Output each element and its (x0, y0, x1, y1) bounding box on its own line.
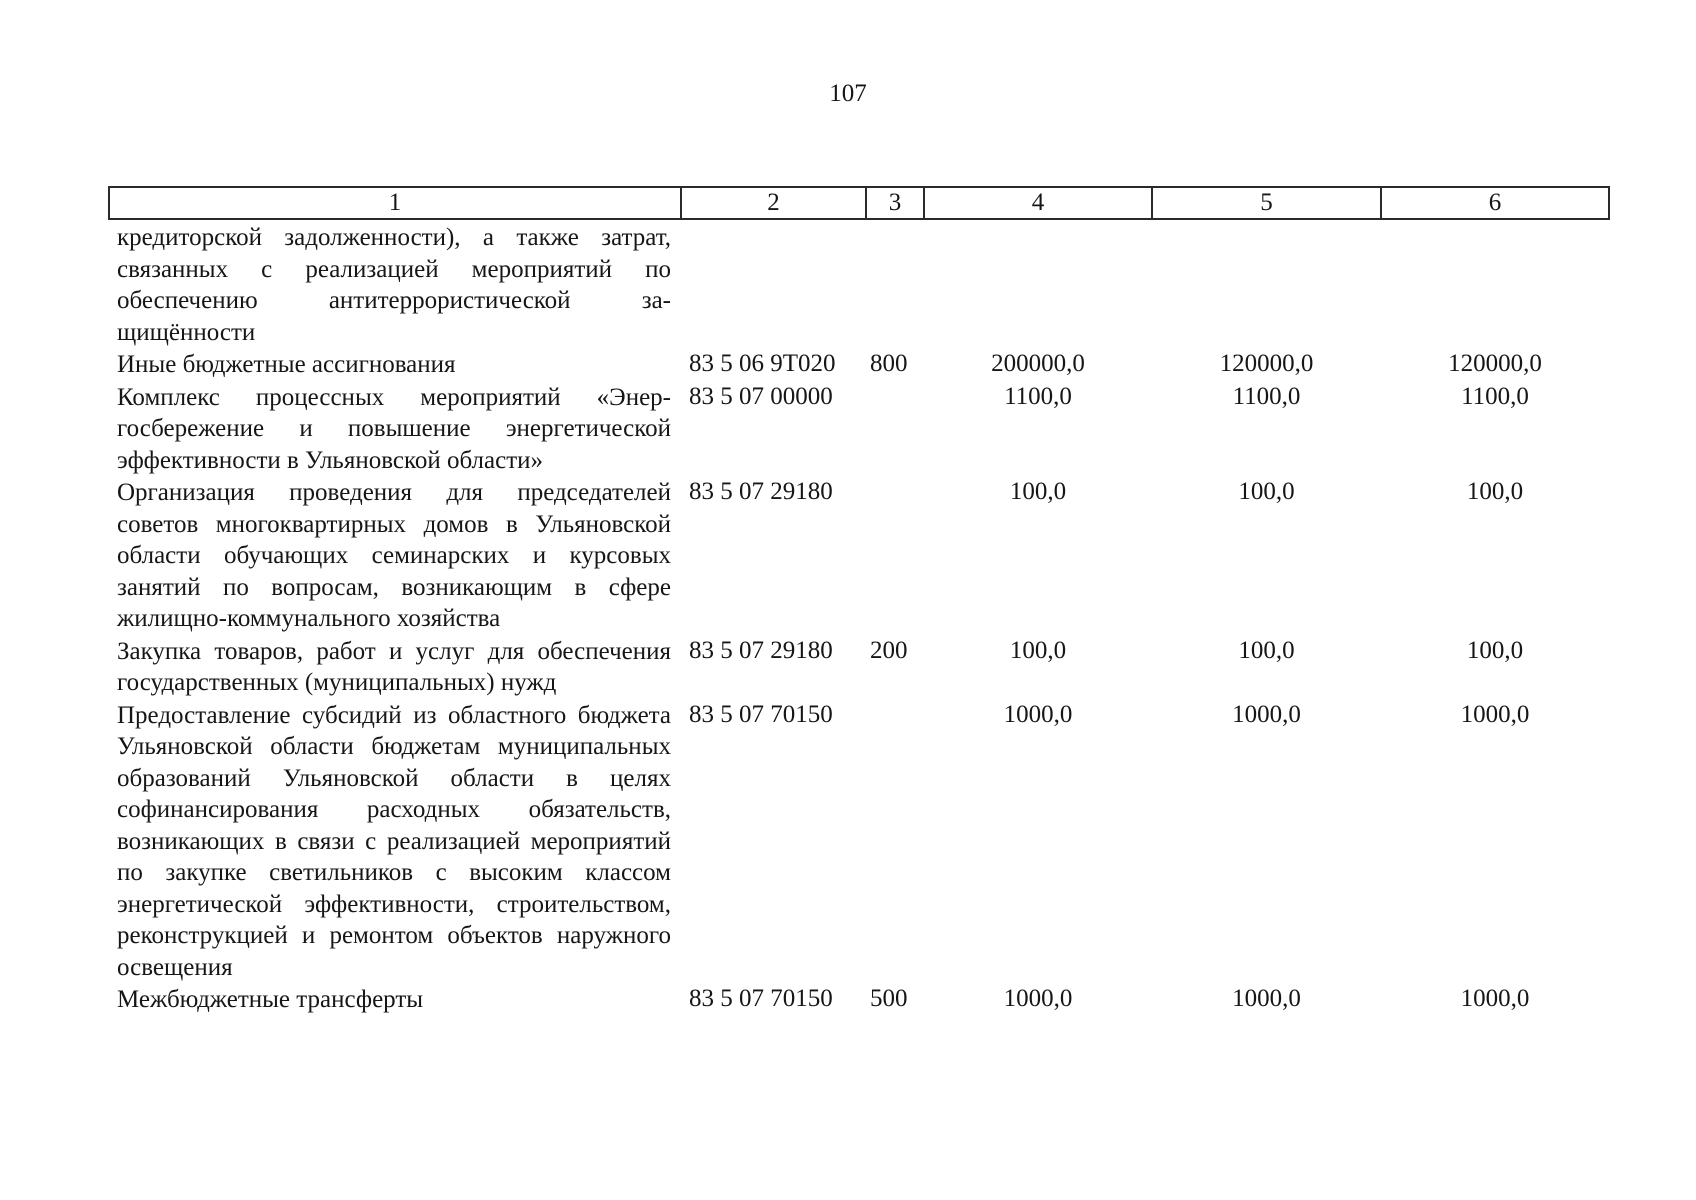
row-description: Закупка товаров, работ и услуг для обеспечения государственных (муниципальных) нужд (117, 637, 671, 696)
table-row (109, 476, 1609, 635)
row-code: 83 5 07 29180 (689, 636, 833, 664)
table-row (109, 219, 1609, 348)
row-value-col4: 1100,0 (1004, 382, 1072, 410)
column-header-6: 6 (1381, 187, 1609, 219)
row-expense-type (866, 699, 924, 984)
row-value-col4: 1000,0 (1003, 985, 1073, 1012)
row-value-col6: 120000,0 (1448, 350, 1542, 377)
column-header-2: 2 (681, 187, 866, 219)
row-value-col5: 100,0 (1238, 636, 1295, 664)
row-value-col6: 1000,0 (1460, 700, 1530, 728)
table-row (109, 699, 1609, 984)
row-code: 83 5 07 29180 (689, 478, 833, 505)
row-code: 83 5 07 70150 (689, 985, 833, 1012)
row-value-col5 (1152, 219, 1381, 348)
row-description: Комплекс процессных мероприятий «Энергосбережение и повышение энергетической эффективности в Ульяновской области» (117, 383, 671, 474)
row-expense-type (866, 381, 924, 477)
row-code (681, 219, 866, 348)
row-description: Иные бюджетные ассигнования (117, 351, 456, 378)
row-description: Организация проведения для председателей советов многоквартирных домов в Ульяновской области обучающих семинарских и курсовых занятий по вопросам, возникающим в сфере жилищно-коммунального хозяйства (117, 479, 671, 632)
row-value-col6 (1381, 219, 1609, 348)
table-row (109, 635, 1609, 699)
row-code: 83 5 07 70150 (689, 700, 833, 728)
row-value-col5: 1000,0 (1232, 985, 1301, 1012)
row-expense-type: 200 (870, 636, 908, 664)
row-value-col6: 100,0 (1466, 636, 1524, 664)
row-expense-type (866, 219, 924, 348)
row-value-col4 (924, 219, 1152, 348)
row-value-col4: 100,0 (1009, 636, 1067, 664)
row-expense-type: 800 (870, 350, 908, 377)
row-expense-type (866, 476, 924, 635)
row-code: 83 5 06 9Т020 (689, 350, 836, 377)
row-description: кредиторской задолженности), а также затрат, связанных с реализацией мероприятий по обеспечению антитеррористической защищённости (117, 224, 671, 346)
page-number: 107 (829, 80, 867, 107)
row-value-col4: 100,0 (1009, 478, 1067, 505)
budget-table (108, 186, 1610, 1016)
row-value-col4: 200000,0 (991, 350, 1085, 377)
column-header-4: 4 (924, 187, 1152, 219)
column-header-5: 5 (1152, 187, 1381, 219)
row-value-col5: 1000,0 (1232, 700, 1301, 728)
row-value-col6: 1100,0 (1461, 382, 1529, 410)
table-row (109, 348, 1609, 381)
table-row (109, 983, 1609, 1016)
row-value-col5: 1100,0 (1232, 382, 1301, 410)
row-value-col5: 100,0 (1238, 478, 1295, 505)
column-header-3: 3 (866, 187, 924, 219)
row-description: Предоставление субсидий из областного бюджета Ульяновской области бюджетам муниципальных образований Ульяновской области в целях софинансирования расходных обязательств, возникающих в связи с реализацией мероприятий по закупке светильников с высоким классом энергетической эффективности, строительством, реконструкцией и ремонтом объектов наружного освещения (117, 701, 671, 981)
row-value-col6: 1000,0 (1460, 985, 1530, 1012)
row-expense-type: 500 (870, 985, 908, 1012)
row-value-col4: 1000,0 (1003, 700, 1073, 728)
row-code: 83 5 07 00000 (689, 382, 833, 410)
table-row (109, 381, 1609, 477)
row-value-col6: 100,0 (1466, 478, 1524, 505)
table-header-row (109, 187, 1609, 219)
column-header-1: 1 (109, 187, 681, 219)
row-value-col5: 120000,0 (1219, 350, 1314, 377)
row-description: Межбюджетные трансферты (117, 986, 424, 1013)
